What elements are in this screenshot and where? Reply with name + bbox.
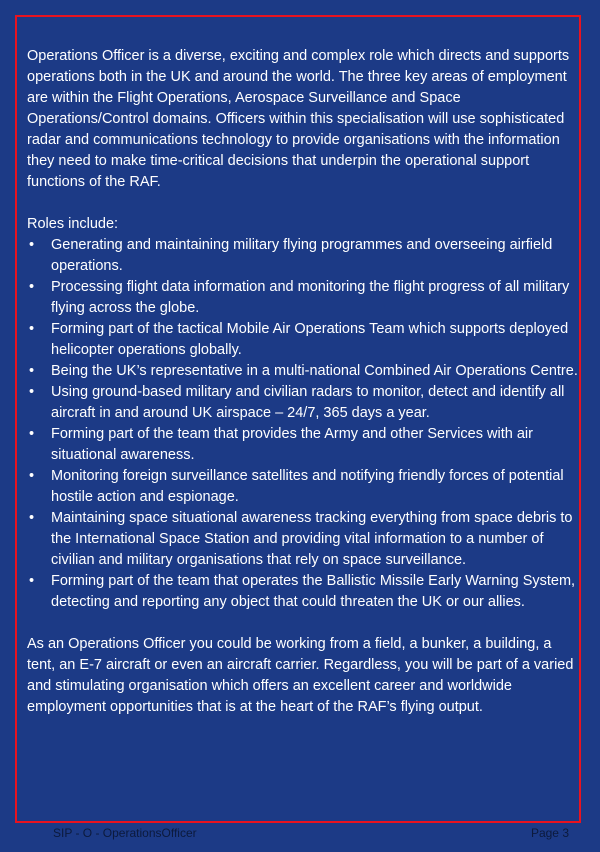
- list-item: • Being the UK’s representative in a multi-national Combined Air Operations Centre.: [27, 361, 579, 382]
- page-footer: [53, 826, 569, 840]
- bullet-icon: •: [29, 237, 35, 253]
- list-item: • Forming part of the team that operates the Ballistic Missile Early Warning System, detecting and reporting any object that could threaten the UK or our allies.: [29, 573, 576, 610]
- roles-list: [27, 235, 579, 613]
- list-item: • Maintaining space situational awareness tracking everything from space debris to the International Space Station and providing vital information to a number of civilian and military organisations that rely on space surveillance.: [29, 510, 573, 568]
- page-content: [27, 46, 579, 718]
- closing-paragraph: As an Operations Officer you could be working from a field, a bunker, a building, a tent, an E-7 aircraft or even an aircraft carrier. Regardless, you will be part of a varied and stimulating organisation which offers an excellent career and worldwide employment opportunities that is at the heart of the RAF’s flying output.: [27, 636, 574, 715]
- bullet-icon: •: [29, 468, 35, 484]
- list-item: • Processing flight data information and monitoring the flight progress of all military flying across the globe.: [29, 279, 570, 316]
- bullet-icon: •: [29, 279, 35, 295]
- bullet-icon: •: [29, 573, 35, 589]
- bullet-icon: •: [29, 321, 35, 337]
- intro-paragraph: Operations Officer is a diverse, exciting and complex role which directs and supports operations both in the UK and around the world. The three key areas of employment are within the Flight Operations, Aerospace Surveillance and Space Operations/Control domains. Officers within this specialisation will use sophisticated radar and communications technology to provide organisations with the information they need to make time-critical decisions that underpin the operational support functions of the RAF.: [27, 48, 570, 190]
- footer-document-id: SIP - O - OperationsOfficer: [53, 826, 197, 840]
- bullet-icon: •: [29, 510, 35, 526]
- bullet-icon: •: [29, 426, 35, 442]
- list-item: • Generating and maintaining military flying programmes and overseeing airfield operations.: [29, 237, 553, 274]
- list-item: • Forming part of the team that provides the Army and other Services with air situational awareness.: [29, 426, 533, 463]
- roles-heading: Roles include:: [27, 216, 119, 232]
- list-item: • Monitoring foreign surveillance satellites and notifying friendly forces of potential hostile action and espionage.: [29, 468, 564, 505]
- bullet-icon: •: [29, 384, 35, 400]
- footer-page-number: Page 3: [530, 826, 569, 840]
- list-item: • Using ground-based military and civilian radars to monitor, detect and identify all aircraft in and around UK airspace – 24/7, 365 days a year.: [29, 384, 565, 421]
- list-item: • Forming part of the tactical Mobile Air Operations Team which supports deployed helicopter operations globally.: [29, 321, 569, 358]
- bullet-icon: •: [29, 363, 35, 379]
